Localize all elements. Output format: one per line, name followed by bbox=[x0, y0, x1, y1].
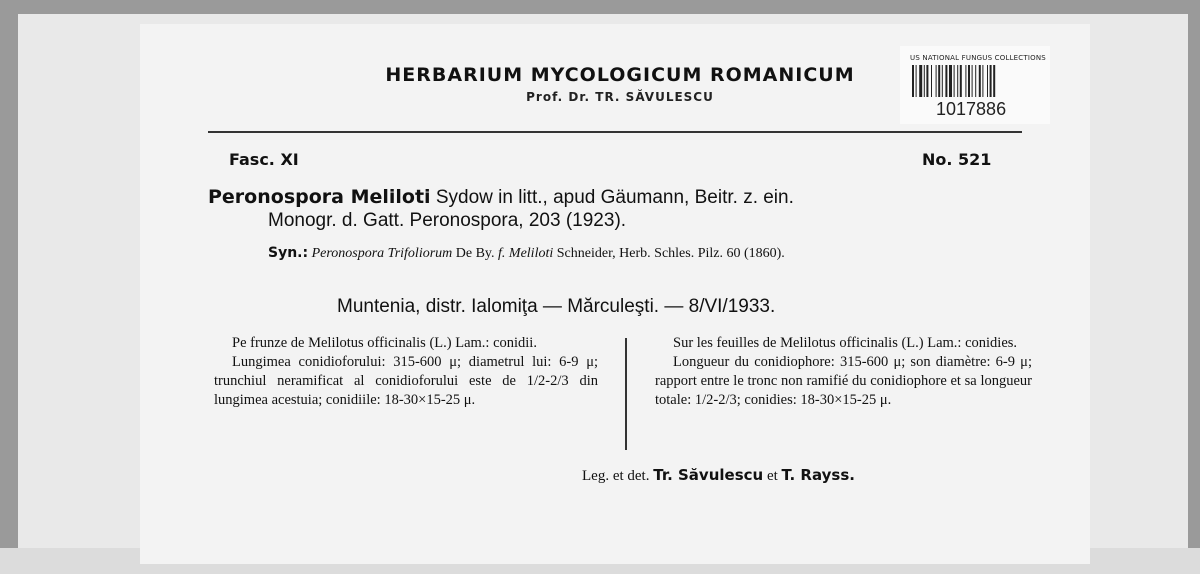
collectors bbox=[582, 466, 855, 485]
description-french bbox=[655, 334, 1032, 410]
header-rule bbox=[208, 131, 1022, 133]
herbarium-title: HERBARIUM MYCOLOGICUM ROMANICUM bbox=[385, 64, 855, 86]
collectors-prefix: Leg. et det. bbox=[582, 468, 654, 484]
description-romanian bbox=[214, 334, 598, 410]
barcode-institution: US NATIONAL FUNGUS COLLECTIONS bbox=[910, 54, 1046, 62]
synonym-label: Syn.: bbox=[268, 245, 309, 261]
description-fr-details: Longueur du conidiophore: 315-600 μ; son diamètre: 6-9 μ; rapport entre le tronc non ramifié du conidiophore et sa longueur totale: 1/2-2/3; conidies: 18-30×15-25 μ. bbox=[655, 354, 1032, 408]
exsiccata-number: No. 521 bbox=[922, 150, 992, 169]
collector-2: T. Rayss. bbox=[781, 466, 855, 484]
species-authority: Sydow in litt., apud Gäumann, Beitr. z. ein. bbox=[430, 187, 794, 208]
collectors-conj: et bbox=[763, 468, 782, 484]
synonym bbox=[268, 243, 1028, 264]
fascicle-number: Fasc. XI bbox=[229, 150, 299, 169]
description-ro-host: Pe frunze de Melilotus officinalis (L.) Lam.: conidii. bbox=[232, 335, 537, 351]
barcode-icon bbox=[912, 65, 1040, 97]
description-ro-details: Lungimea conidioforului: 315-600 μ; diametrul lui: 6-9 μ; trunchiul neramificat al conidioforului este de 1/2-2/3 din lungimea acestuia; conidiile: 18-30×15-25 μ. bbox=[214, 354, 598, 408]
synonym-citation: Schneider, Herb. Schles. Pilz. 60 (1860). bbox=[556, 246, 785, 261]
description-fr-host: Sur les feuilles de Melilotus officinalis (L.) Lam.: conidies. bbox=[673, 335, 1018, 351]
synonym-form: f. Meliloti bbox=[498, 246, 554, 261]
species-line bbox=[208, 186, 794, 209]
collector-1: Tr. Săvulescu bbox=[653, 466, 764, 484]
locality: Muntenia, distr. Ialomiţa — Mărculeşti. — 8/VI/1933. bbox=[337, 296, 776, 317]
species-name: Peronospora Meliloti bbox=[208, 186, 431, 208]
barcode-label bbox=[900, 46, 1050, 124]
synonym-taxon: Peronospora Trifoliorum bbox=[311, 246, 453, 261]
barcode-number: 1017886 bbox=[936, 99, 1007, 119]
herbarium-subtitle: Prof. Dr. TR. SĂVULESCU bbox=[526, 90, 714, 104]
column-divider bbox=[625, 338, 627, 450]
synonym-author: De By. bbox=[455, 246, 495, 261]
species-reference: Monogr. d. Gatt. Peronospora, 203 (1923). bbox=[268, 210, 627, 231]
